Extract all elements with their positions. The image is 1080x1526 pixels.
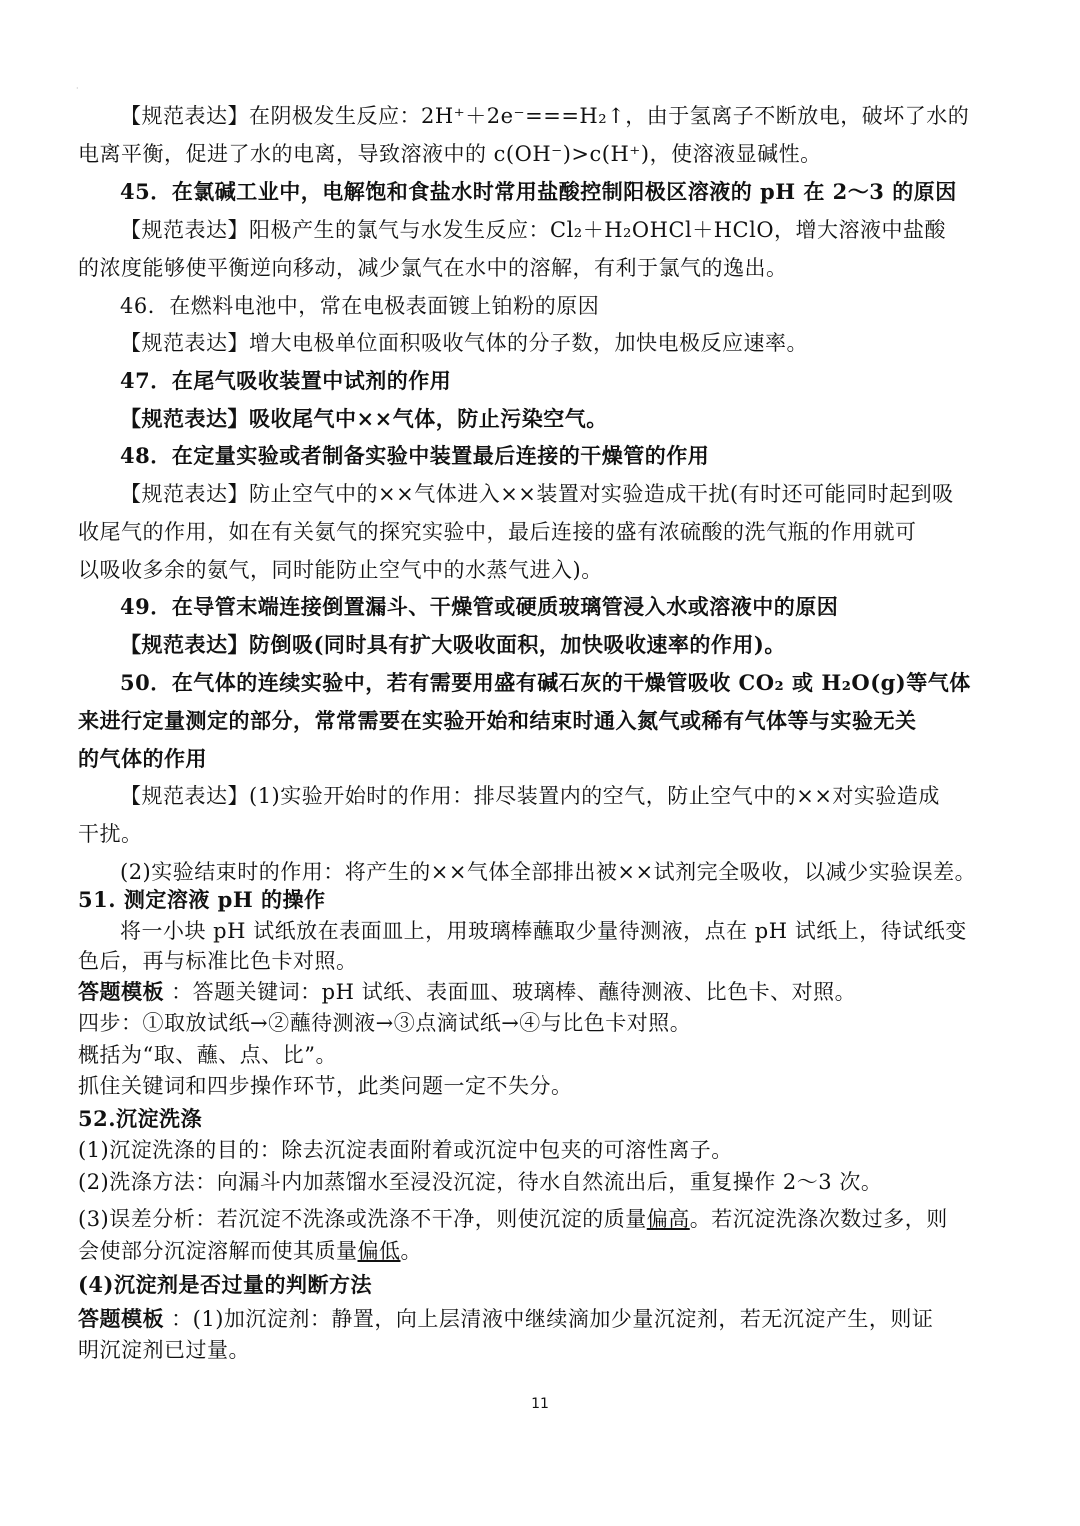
- text-run: 【规范表达】阳极产生的氯气与水发生反应：Cl₂＋H₂OHCl＋HClO，增大溶液中盐酸: [120, 218, 947, 242]
- text-line: [78, 1204, 1008, 1234]
- text-line: [120, 781, 1008, 811]
- text-line: [120, 479, 1008, 509]
- text-run: 四步：①取放试纸→②蘸待测液→③点滴试纸→④与比色卡对照。: [78, 1011, 692, 1035]
- text-run: 。若沉淀洗涤次数过多，则: [689, 1207, 948, 1231]
- bold-label: 答题模板: [78, 979, 164, 1004]
- text-run: (3)误差分析：若沉淀不洗涤或洗涤不干净，则使沉淀的质量: [78, 1207, 647, 1231]
- text-run: (1)沉淀洗涤的目的：除去沉淀表面附着或沉淀中包夹的可溶性离子。: [78, 1138, 733, 1162]
- text-run: 将一小块 pH 试纸放在表面皿上，用玻璃棒蘸取少量待测液，点在 pH 试纸上，待试纸变: [120, 919, 967, 943]
- bold-label: 答题模板: [78, 1306, 164, 1331]
- text-run: 的气体的作用: [78, 746, 207, 771]
- text-line: [120, 668, 1008, 698]
- text-line: [78, 253, 1008, 283]
- underlined-text: 偏高: [646, 1207, 690, 1231]
- text-line: [120, 630, 1008, 660]
- text-line: [78, 517, 1008, 547]
- text-run: (2)洗涤方法：向漏斗内加蒸馏水至浸没沉淀，待水自然流出后，重复操作 2～3 次。: [78, 1170, 883, 1194]
- text-line: [120, 366, 1008, 396]
- text-line: [120, 215, 1008, 245]
- text-run: 概括为“取、蘸、点、比”。: [78, 1043, 337, 1067]
- text-run: 51. 测定溶液 pH 的操作: [78, 887, 326, 912]
- text-run: 会使部分沉淀溶解而使其质量: [78, 1239, 358, 1263]
- text-line: [120, 916, 1008, 946]
- text-run: 抓住关键词和四步操作环节，此类问题一定不失分。: [78, 1074, 573, 1098]
- text-run: 48．在定量实验或者制备实验中装置最后连接的干燥管的作用: [120, 443, 710, 468]
- text-run: (2)实验结束时的作用：将产生的××气体全部排出被××试剂完全吸收，以减少实验误差。: [120, 860, 977, 884]
- text-run: 52.沉淀洗涤: [78, 1106, 203, 1131]
- text-line: [78, 1270, 1008, 1300]
- text-run: 。: [400, 1239, 422, 1263]
- underlined-text: 偏低: [357, 1239, 401, 1263]
- text-line: [78, 1236, 1008, 1266]
- text-run: 干扰。: [78, 822, 143, 846]
- text-run: 【规范表达】防倒吸(同时具有扩大吸收面积，加快吸收速率的作用)。: [120, 632, 786, 657]
- text-line: [78, 1335, 1008, 1365]
- text-line: [78, 1135, 1008, 1165]
- text-line: [78, 555, 1008, 585]
- text-line: [78, 946, 1008, 976]
- text-line: [78, 139, 1008, 169]
- text-line: [78, 706, 1008, 736]
- text-run: 【规范表达】在阴极发生反应：2H⁺＋2e⁻===H₂↑，由于氢离子不断放电，破坏了水的: [120, 104, 970, 128]
- text-line: [120, 441, 1008, 471]
- text-run: 【规范表达】(1)实验开始时的作用：排尽装置内的空气，防止空气中的××对实验造成: [120, 784, 940, 808]
- text-line: [120, 404, 1008, 434]
- text-run: 【规范表达】增大电极单位面积吸收气体的分子数，加快电极反应速率。: [120, 331, 808, 355]
- text-line: [120, 291, 1008, 321]
- text-line: [78, 1071, 1008, 1101]
- text-line: [78, 1304, 1008, 1334]
- text-line: [120, 101, 1008, 131]
- text-line: [78, 1167, 1008, 1197]
- text-line: [78, 819, 1008, 849]
- text-run: ：(1)加沉淀剂：静置，向上层清液中继续滴加少量沉淀剂，若无沉淀产生，则证: [164, 1307, 934, 1331]
- text-line: [78, 885, 1008, 915]
- text-line: [120, 177, 1008, 207]
- text-line: [78, 1104, 1008, 1134]
- text-run: 45．在氯碱工业中，电解饱和食盐水时常用盐酸控制阳极区溶液的 pH 在 2～3 的原因: [120, 179, 957, 204]
- text-run: 【规范表达】吸收尾气中××气体，防止污染空气。: [120, 406, 608, 431]
- text-run: 以吸收多余的氨气，同时能防止空气中的水蒸气进入)。: [78, 558, 603, 582]
- text-line: [78, 1040, 1008, 1070]
- text-run: 50．在气体的连续实验中，若有需要用盛有碱石灰的干燥管吸收 CO₂ 或 H₂O(g)等气体: [120, 670, 971, 695]
- text-line: [78, 744, 1008, 774]
- text-line: [78, 977, 1008, 1007]
- page-number: 11: [531, 1396, 549, 1412]
- text-run: 明沉淀剂已过量。: [78, 1338, 250, 1362]
- text-run: 电离平衡，促进了水的电离，导致溶液中的 c(OH⁻)>c(H⁺)，使溶液显碱性。: [78, 142, 822, 166]
- text-run: 色后，再与标准比色卡对照。: [78, 949, 358, 973]
- text-line: [120, 328, 1008, 358]
- text-run: 49．在导管末端连接倒置漏斗、干燥管或硬质玻璃管浸入水或溶液中的原因: [120, 594, 839, 619]
- text-line: [120, 592, 1008, 622]
- text-run: 47．在尾气吸收装置中试剂的作用: [120, 368, 452, 393]
- text-run: 的浓度能够使平衡逆向移动，减少氯气在水中的溶解，有利于氯气的逸出。: [78, 256, 788, 280]
- text-run: 46．在燃料电池中，常在电极表面镀上铂粉的原因: [120, 294, 600, 318]
- text-run: 收尾气的作用，如在有关氨气的探究实验中，最后连接的盛有浓硫酸的洗气瓶的作用就可: [78, 520, 917, 544]
- text-run: ：答题关键词：pH 试纸、表面皿、玻璃棒、蘸待测液、比色卡、对照。: [164, 980, 857, 1004]
- text-run: 来进行定量测定的部分，常常需要在实验开始和结束时通入氮气或稀有气体等与实验无关: [78, 708, 917, 733]
- text-line: [78, 1008, 1008, 1038]
- text-run: (4)沉淀剂是否过量的判断方法: [78, 1272, 372, 1297]
- text-run: 【规范表达】防止空气中的××气体进入××装置对实验造成干扰(有时还可能同时起到吸: [120, 482, 954, 506]
- text-line: [120, 857, 1008, 887]
- corner-mark: ·: [76, 84, 79, 93]
